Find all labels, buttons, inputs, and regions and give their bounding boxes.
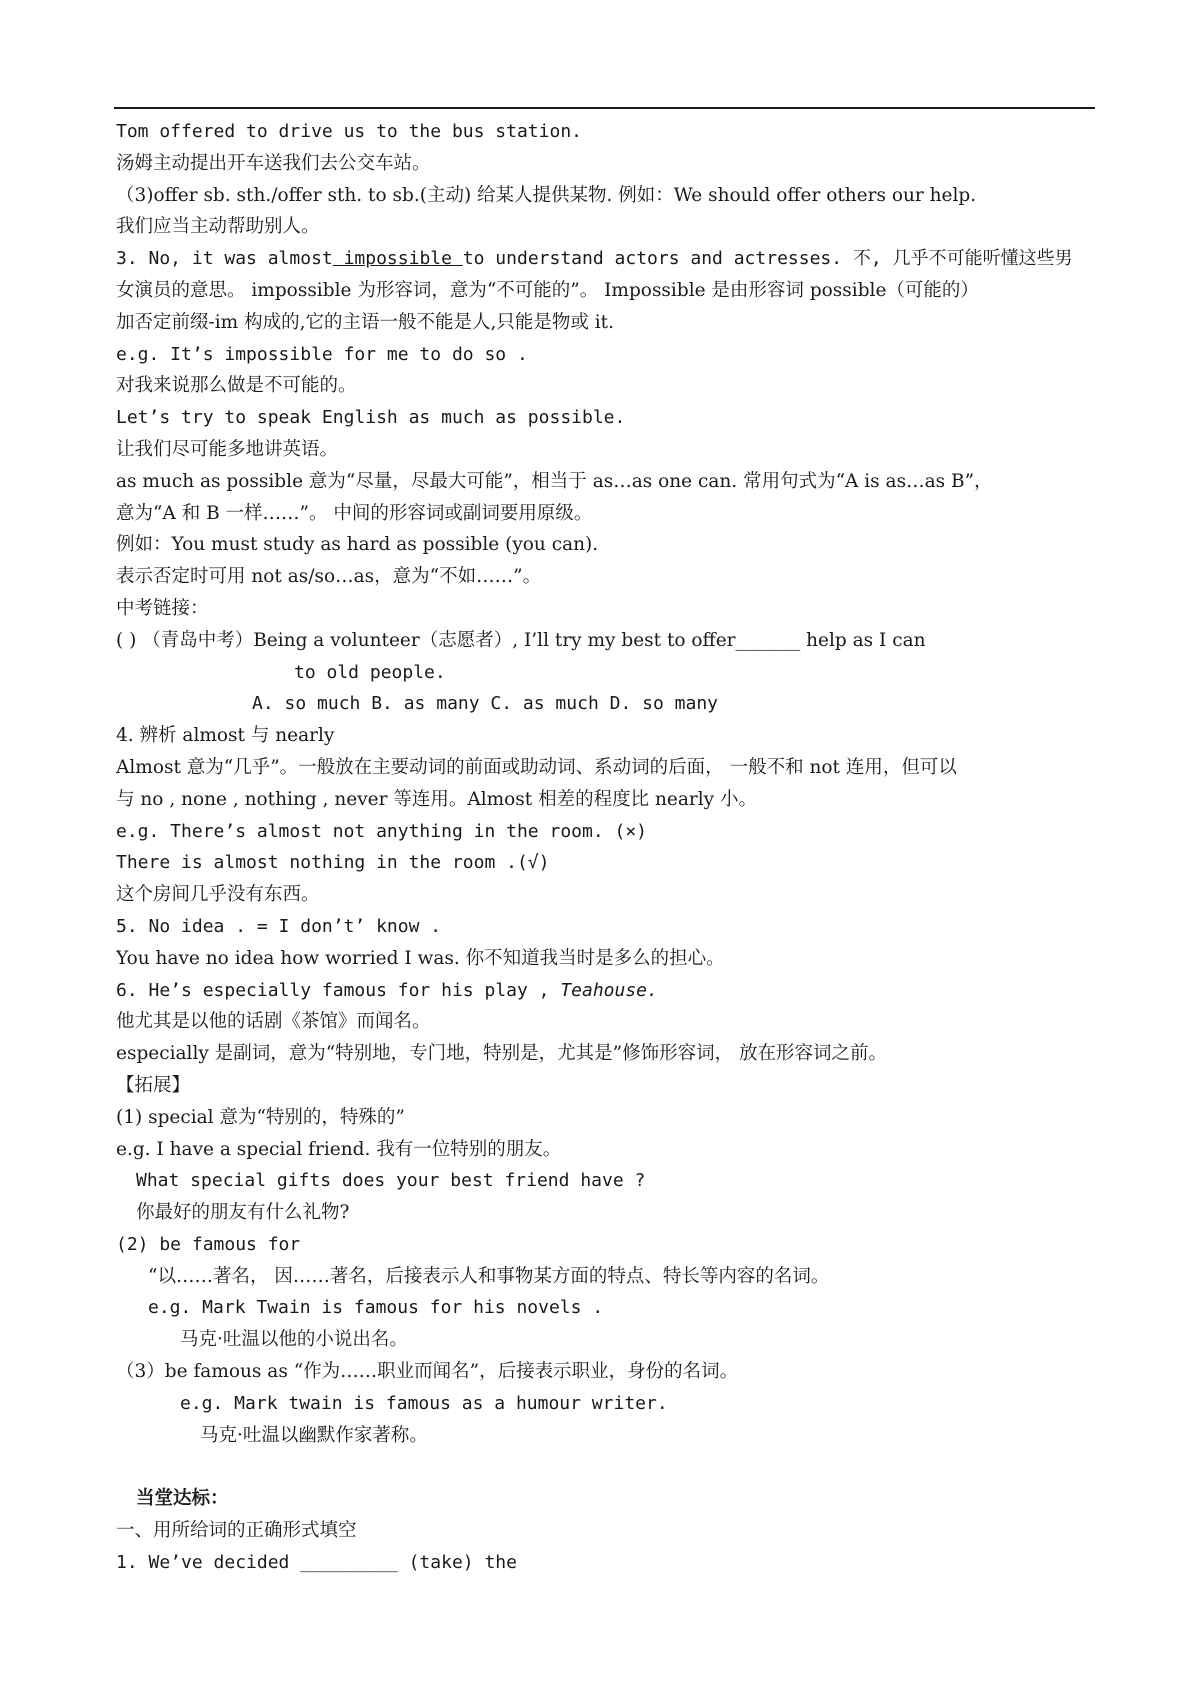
exercise-item: 1. We’ve decided _________ (take) the bbox=[116, 1551, 517, 1573]
example-sentence: What special gifts does your best friend have ? bbox=[136, 1170, 646, 1192]
translation-line: 让我们尽可能多地讲英语。 bbox=[116, 438, 339, 460]
italic-title: Teahouse. bbox=[560, 979, 658, 1001]
exercise-instructions: 一、用所给词的正确形式填空 bbox=[116, 1520, 357, 1542]
example-sentence: You have no idea how worried I was. 你不知道我当时是多么的担心。 bbox=[116, 947, 725, 969]
example-sentence: 例如：You must study as hard as possible (you can). bbox=[116, 534, 599, 556]
section-label: 中考链接： bbox=[116, 597, 209, 619]
translation-line: 他尤其是以他的话剧《茶馆》而闻名。 bbox=[116, 1011, 431, 1033]
example-sentence: e.g. There’s almost not anything in the room. (×) bbox=[116, 820, 648, 842]
usage-note: （3)offer sb. sth./offer sth. to sb.(主动) 给某人提供某物. 例如：We should offer others our help. bbox=[116, 184, 977, 206]
translation-line: 马克·吐温以他的小说出名。 bbox=[180, 1329, 408, 1351]
translation-line: 你最好的朋友有什么礼物? bbox=[136, 1202, 350, 1224]
example-sentence: e.g. Mark twain is famous as a humour writer. bbox=[180, 1392, 668, 1414]
example-sentence: e.g. Mark Twain is famous for his novels . bbox=[148, 1297, 604, 1319]
point-5-heading: 5. No idea . = I don’t’ know . bbox=[116, 915, 442, 937]
extension-item: （3）be famous as “作为……职业而闻名”，后接表示职业，身份的名词。 bbox=[116, 1361, 739, 1383]
answer-options: A. so much B. as many C. as much D. so many bbox=[252, 693, 718, 715]
text-segment: to understand actors and actresses. 不, 几乎不可能听懂这些男 bbox=[462, 248, 1073, 270]
example-sentence: Let’s try to speak English as much as possible. bbox=[116, 407, 626, 429]
example-sentence: There is almost nothing in the room .(√) bbox=[116, 852, 550, 874]
header-rule bbox=[114, 107, 1095, 109]
explanation-line: “以……著名， 因……著名，后接表示人和事物某方面的特点、特长等内容的名词。 bbox=[148, 1265, 830, 1287]
translation-line: 马克·吐温以幽默作家著称。 bbox=[200, 1424, 428, 1446]
explanation-line: 意为“A 和 B 一样……”。 中间的形容词或副词要用原级。 bbox=[116, 502, 593, 524]
section-heading: 当堂达标： bbox=[136, 1488, 229, 1510]
exam-question: ( ) （青岛中考）Being a volunteer（志愿者）, I’ll try my best to offer_______ help as I can bbox=[116, 629, 926, 651]
translation-line: 汤姆主动提出开车送我们去公交车站。 bbox=[116, 152, 431, 174]
explanation-line: 加否定前缀-im 构成的,它的主语一般不能是人,只能是物或 it. bbox=[116, 311, 614, 333]
point-4-heading: 4. 辨析 almost 与 nearly bbox=[116, 725, 335, 747]
explanation-line: as much as possible 意为“尽量，尽最大可能”，相当于 as…as one can. 常用句式为“A is as…as B”， bbox=[116, 470, 993, 492]
extension-heading: 【拓展】 bbox=[116, 1074, 191, 1096]
explanation-line: 表示否定时可用 not as/so…as，意为“不如……”。 bbox=[116, 566, 542, 588]
explanation-line: 与 no , none , nothing , never 等连用。Almost 相差的程度比 nearly 小。 bbox=[116, 788, 757, 810]
extension-item: (1) special 意为“特别的，特殊的” bbox=[116, 1106, 405, 1128]
spacer bbox=[116, 1451, 1096, 1483]
text-segment: 3. No, it was almost bbox=[116, 248, 333, 270]
example-sentence: e.g. I have a special friend. 我有一位特别的朋友。 bbox=[116, 1138, 562, 1160]
text-segment: 6. He’s especially famous for his play , bbox=[116, 979, 561, 1001]
point-3-heading bbox=[116, 243, 1096, 275]
explanation-line: Almost 意为“几乎”。一般放在主要动词的前面或助动词、系动词的后面， 一般不和 not 连用，但可以 bbox=[116, 756, 957, 778]
explanation-line: 女演员的意思。 impossible 为形容词，意为“不可能的”。 Impossible 是由形容词 possible（可能的） bbox=[116, 279, 979, 301]
point-6-heading bbox=[116, 975, 1096, 1007]
explanation-line: especially 是副词，意为“特别地，专门地，特别是，尤其是”修饰形容词， 放在形容词之前。 bbox=[116, 1043, 888, 1065]
translation-line: 我们应当主动帮助别人。 bbox=[116, 216, 320, 238]
example-sentence: e.g. It’s impossible for me to do so . bbox=[116, 343, 528, 365]
document-body bbox=[116, 116, 1096, 1579]
example-sentence: Tom offered to drive us to the bus station. bbox=[116, 121, 582, 142]
extension-item: (2) be famous for bbox=[116, 1233, 301, 1255]
underlined-word: impossible bbox=[332, 248, 463, 270]
translation-line: 这个房间几乎没有东西。 bbox=[116, 884, 320, 906]
translation-line: 对我来说那么做是不可能的。 bbox=[116, 375, 357, 397]
exam-question-continued: to old people. bbox=[294, 661, 446, 683]
